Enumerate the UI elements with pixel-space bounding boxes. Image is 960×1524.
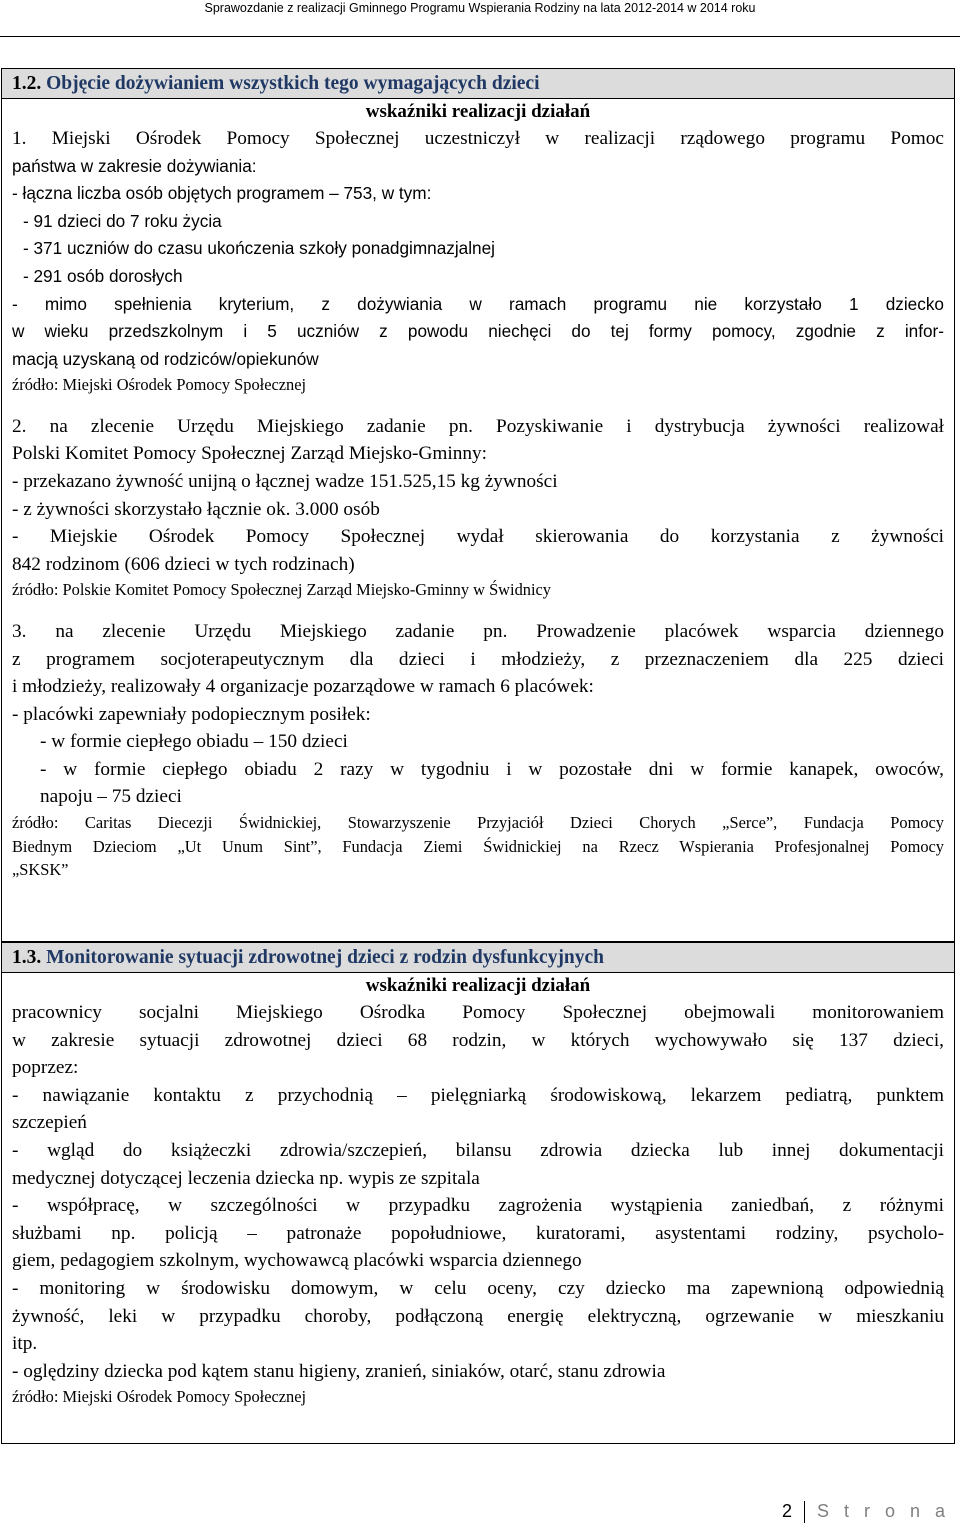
source-note: Biednym Dzieciom „Ut Unum Sint”, Fundacja Ziemi Świdnickiej na Rzecz Wspierania Profesjonalnej Pomocy bbox=[12, 836, 944, 856]
section-1-3-subheading: wskaźniki realizacji działań bbox=[365, 975, 591, 996]
source-note: „SKSK” bbox=[12, 860, 69, 880]
paragraph-line: - mimo spełnienia kryterium, z dożywiania w ramach programu nie korzystało 1 dziecko bbox=[12, 293, 944, 314]
paragraph-line: z programem socjoterapeutycznym dla dzieci i młodzieży, z przeznaczeniem dla 225 dzieci bbox=[12, 648, 944, 670]
paragraph-line: państwa w zakresie dożywiania: bbox=[12, 155, 257, 176]
section-1-2-table bbox=[1, 68, 955, 942]
header-divider bbox=[0, 36, 960, 37]
page-label: S t r o n a bbox=[816, 1501, 950, 1521]
paragraph-line: i młodzieży, realizowały 4 organizacje pozarządowe w ramach 6 placówek: bbox=[12, 676, 594, 698]
paragraph-line: poprzez: bbox=[12, 1057, 79, 1079]
footer-divider bbox=[804, 1501, 805, 1523]
paragraph-line: - łączna liczba osób objętych programem – 753, w tym: bbox=[12, 183, 432, 204]
source-note: źródło: Polskie Komitet Pomocy Społecznej Zarząd Miejsko-Gminny w Świdnicy bbox=[12, 580, 551, 600]
source-note: źródło: Miejski Ośrodek Pomocy Społecznej bbox=[12, 375, 307, 395]
paragraph-line: - oględziny dziecka pod kątem stanu higieny, zranień, siniaków, otarć, stanu zdrowia bbox=[12, 1360, 666, 1382]
paragraph-line: w wieku przedszkolnym i 5 uczniów z powodu niechęci do tej formy pomocy, zgodnie z infor- bbox=[12, 321, 944, 342]
paragraph-line: - w formie ciepłego obiadu – 150 dzieci bbox=[40, 731, 348, 753]
paragraph-line: - współpracę, w szczególności w przypadku zagrożenia wystąpienia zaniedbań, z różnymi bbox=[12, 1195, 944, 1217]
paragraph-line: służbami np. policją – patronaże popołudniowe, kuratorami, asystentami rodziny, psycholo- bbox=[12, 1222, 944, 1244]
paragraph-line: - 291 osób dorosłych bbox=[23, 265, 183, 286]
paragraph-line: medycznej dotyczącej leczenia dziecka np. wypis ze szpitala bbox=[12, 1167, 480, 1189]
paragraph-line: w zakresie sytuacji zdrowotnej dzieci 68 rodzin, w których wychowywało się 137 dzieci, bbox=[12, 1029, 944, 1051]
paragraph-line: - 371 uczniów do czasu ukończenia szkoły ponadgimnazjalnej bbox=[23, 238, 495, 259]
paragraph-line: macją uzyskaną od rodziców/opiekunów bbox=[12, 348, 319, 369]
section-1-2-subheading: wskaźniki realizacji działań bbox=[365, 101, 591, 122]
source-note: źródło: Caritas Diecezji Świdnickiej, Stowarzyszenie Przyjaciół Dzieci Chorych „Serce”, Fundacja Pomocy bbox=[12, 813, 944, 833]
paragraph-line: pracownicy socjalni Miejskiego Ośrodka Pomocy Społecznej obejmowali monitorowaniem bbox=[12, 1002, 944, 1023]
paragraph-line: - placówki zapewniały podopiecznym posiłek: bbox=[12, 703, 371, 725]
page-footer bbox=[782, 1498, 950, 1524]
source-note: źródło: Miejski Ośrodek Pomocy Społecznej bbox=[12, 1387, 307, 1407]
section-1-2-title: 1.2. Objęcie dożywianiem wszystkich tego wymagających dzieci bbox=[2, 69, 954, 99]
paragraph-line: 2. na zlecenie Urzędu Miejskiego zadanie pn. Pozyskiwanie i dystrybucja żywności realizował bbox=[12, 415, 944, 437]
paragraph-line: - w formie ciepłego obiadu 2 razy w tygodniu i w pozostałe dni w formie kanapek, owoców, bbox=[40, 758, 944, 780]
paragraph-line: żywność, leki w przypadku choroby, podłączoną energię elektryczną, ogrzewanie w mieszkaniu bbox=[12, 1305, 944, 1327]
paragraph-line: - 91 dzieci do 7 roku życia bbox=[23, 210, 222, 231]
paragraph-line: 842 rodzinom (606 dzieci w tych rodzinach) bbox=[12, 553, 355, 575]
paragraph-line: szczepień bbox=[12, 1112, 87, 1134]
page-number: 2 bbox=[781, 1501, 792, 1521]
paragraph-line: napoju – 75 dzieci bbox=[40, 786, 182, 808]
paragraph-line: - monitoring w środowisku domowym, w celu oceny, czy dziecko ma zapewnioną odpowiednią bbox=[12, 1277, 944, 1299]
paragraph-line: 1. Miejski Ośrodek Pomocy Społecznej uczestniczył w realizacji rządowego programu Pomoc bbox=[12, 128, 944, 149]
section-1-3-table bbox=[1, 942, 955, 1444]
running-header: Sprawozdanie z realizacji Gminnego Programu Wspierania Rodziny na lata 2012-2014 w 2014 roku bbox=[204, 1, 756, 15]
paragraph-line: - Miejskie Ośrodek Pomocy Społecznej wydał skierowania do korzystania z żywności bbox=[12, 526, 944, 548]
paragraph-line: - wgląd do książeczki zdrowia/szczepień, bilansu zdrowia dziecka lub innej dokumentacji bbox=[12, 1139, 944, 1161]
paragraph-line: - przekazano żywność unijną o łącznej wadze 151.525,15 kg żywności bbox=[12, 471, 558, 493]
paragraph-line: Polski Komitet Pomocy Społecznej Zarząd Miejsko-Gminny: bbox=[12, 443, 487, 465]
paragraph-line: - nawiązanie kontaktu z przychodnią – pielęgniarką środowiskową, lekarzem pediatrą, punktem bbox=[12, 1084, 944, 1106]
paragraph-line: giem, pedagogiem szkolnym, wychowawcą placówki wsparcia dziennego bbox=[12, 1250, 582, 1272]
section-1-3-title: 1.3. Monitorowanie sytuacji zdrowotnej dzieci z rodzin dysfunkcyjnych bbox=[2, 943, 954, 973]
paragraph-line: - z żywności skorzystało łącznie ok. 3.000 osób bbox=[12, 498, 380, 520]
paragraph-line: itp. bbox=[12, 1333, 38, 1355]
paragraph-line: 3. na zlecenie Urzędu Miejskiego zadanie pn. Prowadzenie placówek wsparcia dziennego bbox=[12, 620, 944, 642]
